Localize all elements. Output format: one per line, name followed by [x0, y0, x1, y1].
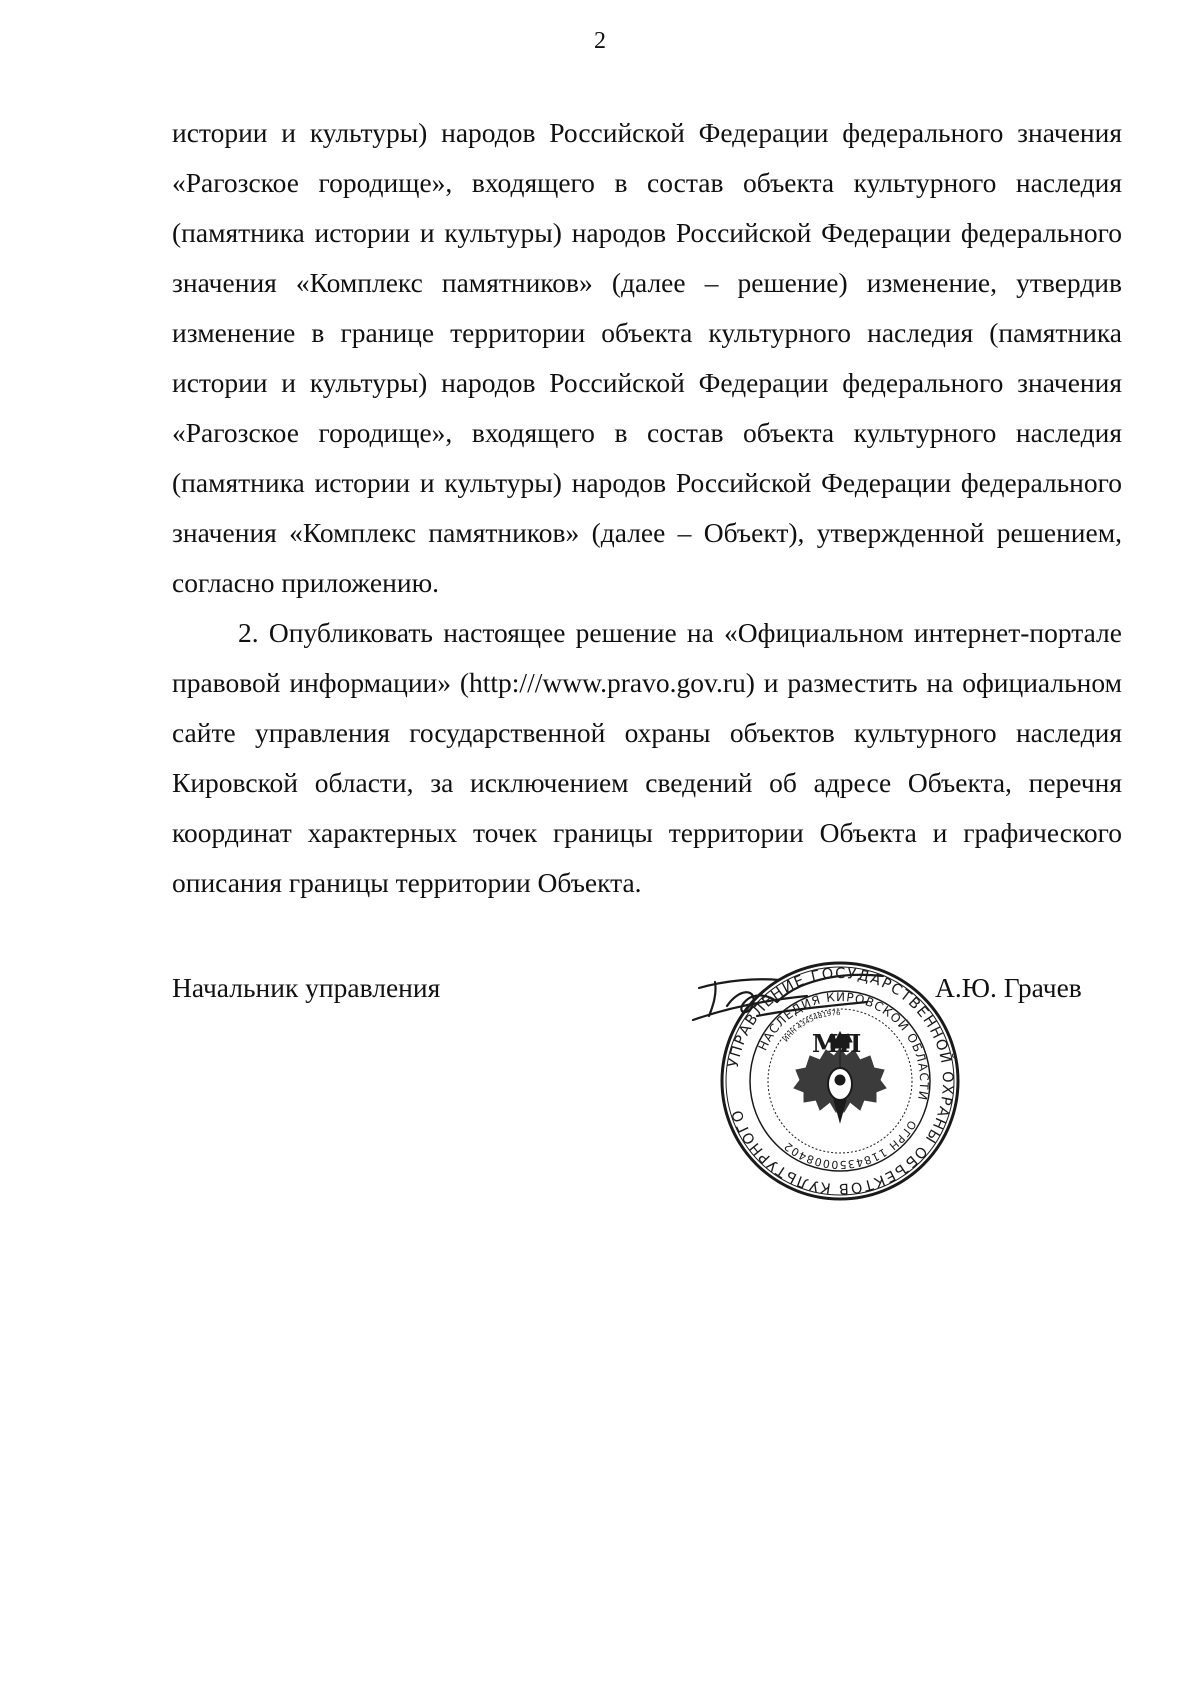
document-body: [172, 108, 1122, 908]
handwritten-signature: [687, 958, 887, 1028]
signatory-name: А.Ю. Грачев: [935, 972, 1082, 1003]
seal-center-letters: МП: [812, 1029, 862, 1058]
signatory-position: Начальник управления: [172, 972, 441, 1003]
seal-outer-text: УПРАВЛЕНИЕ ГОСУДАРСТВЕННОЙ ОХРАНЫ ОБЪЕКТОВ КУЛЬТУРНОГО: [725, 965, 956, 1197]
signature-block: [172, 965, 1122, 1238]
paragraph-2-publication: 2. Опубликовать настоящее решение на «Официальном интернет-портале правовой информации» (http:///www.pravo.gov.ru) и разместить на официальном сайте управления государственной охраны объектов культурного наследия Кировской области, за исключением сведений об адресе Объекта, перечня координат характерных точек границы территории Объекта и графического описания границы территории Объекта.: [172, 617, 1122, 898]
seal-ogrn-text: ОГРН 1184350008402: [781, 1118, 919, 1172]
seal-inner-text: НАСЛЕДИЯ КИРОВСКОЙ ОБЛАСТИ: [755, 989, 932, 1103]
seal-inn-text: ИНН 4345481976: [781, 1008, 841, 1044]
page-number: 2: [594, 28, 606, 54]
paragraph-1-continuation: истории и культуры) народов Российской Федерации федерального значения «Рагозское городище», входящего в состав объекта культурного наследия (памятника истории и культуры) народов Российской Федерации федерального значения «Комплекс памятников» (далее – решение) изменение, утвердив изменение в границе территории объекта культурного наследия (памятника истории и культуры) народов Российской Федерации федерального значения «Рагозское городище», входящего в состав объекта культурного наследия (памятника истории и культуры) народов Российской Федерации федерального значения «Комплекс памятников» (далее – Объект), утвержденной решением, согласно приложению.: [172, 117, 1122, 598]
